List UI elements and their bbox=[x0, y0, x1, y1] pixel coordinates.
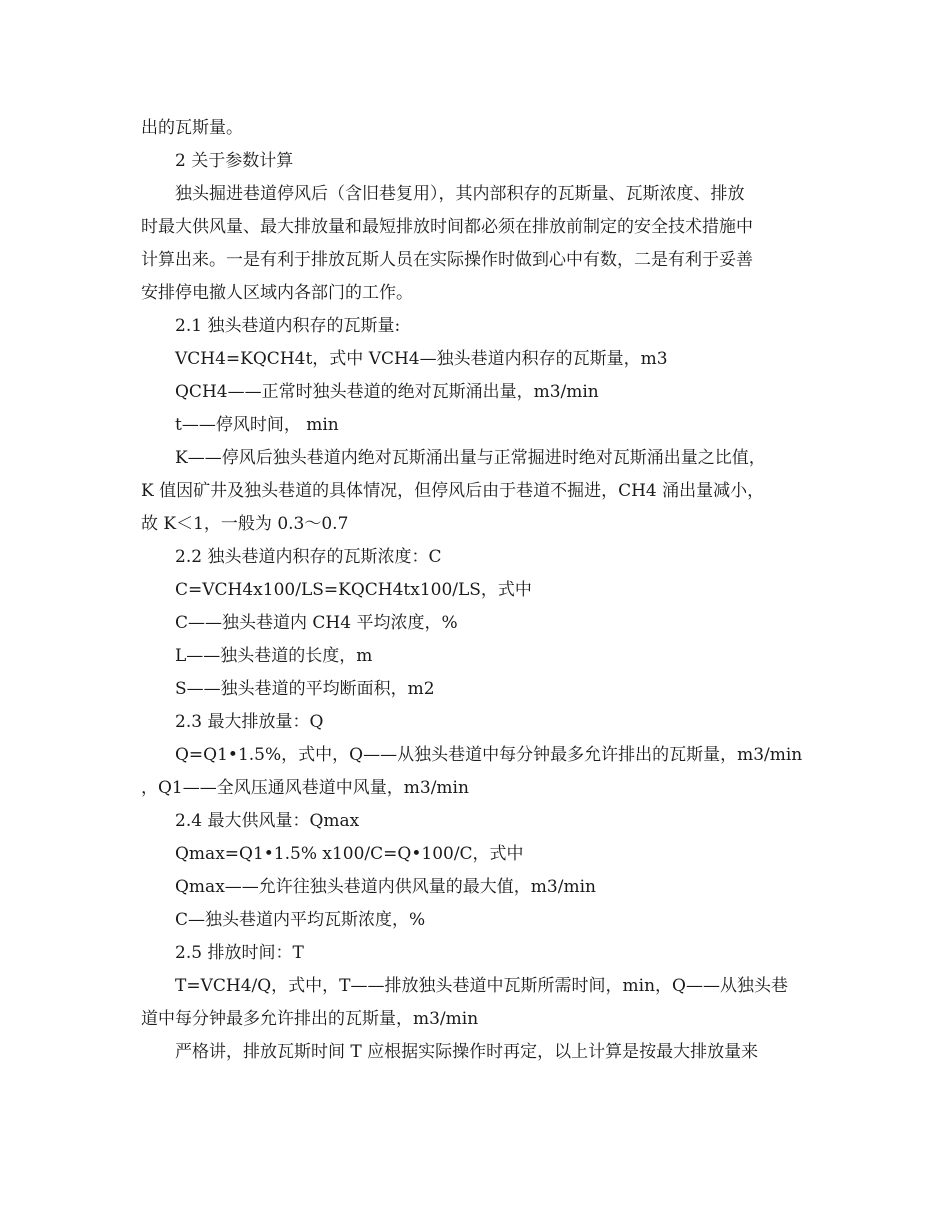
body-text-line: 故 K＜1，一般为 0.3～0.7 bbox=[141, 514, 349, 534]
definition-line: S——独头巷道的平均断面积，m2 bbox=[175, 679, 435, 699]
formula-line: T=VCH4/Q，式中，T——排放独头巷道中瓦斯所需时间，min，Q——从独头巷 bbox=[175, 976, 788, 996]
subsection-heading: 2.5 排放时间：T bbox=[175, 943, 304, 963]
definition-line: K——停风后独头巷道内绝对瓦斯涌出量与正常掘进时绝对瓦斯涌出量之比值， bbox=[175, 448, 766, 468]
body-text-line: K 值因矿井及独头巷道的具体情况，但停风后由于巷道不掘进，CH4 涌出量减小， bbox=[141, 481, 765, 501]
formula-line: VCH4=KQCH4t，式中 VCH4—独头巷道内积存的瓦斯量，m3 bbox=[175, 349, 668, 369]
definition-line: t——停风时间， min bbox=[175, 415, 339, 435]
subsection-heading: 2.3 最大排放量：Q bbox=[175, 712, 324, 732]
body-text-line: 道中每分钟最多允许排出的瓦斯量，m3/min bbox=[141, 1009, 479, 1029]
definition-line: C——独头巷道内 CH4 平均浓度，% bbox=[175, 613, 458, 633]
formula-line: C=VCH4x100/LS=KQCH4tx100/LS，式中 bbox=[175, 580, 532, 600]
section-heading: 2 关于参数计算 bbox=[175, 151, 294, 171]
formula-line: Qmax=Q1•1.5% x100/C=Q•100/C，式中 bbox=[175, 844, 524, 864]
definition-line: L——独头巷道的长度，m bbox=[175, 646, 373, 666]
definition-line: QCH4——正常时独头巷道的绝对瓦斯涌出量，m3/min bbox=[175, 382, 599, 402]
body-text-line: 出的瓦斯量。 bbox=[141, 118, 243, 138]
body-text-line: 计算出来。一是有利于排放瓦斯人员在实际操作时做到心中有数，二是有利于妥善 bbox=[141, 250, 753, 270]
subsection-heading: 2.2 独头巷道内积存的瓦斯浓度：C bbox=[175, 547, 442, 567]
definition-line: Qmax——允许往独头巷道内供风量的最大值，m3/min bbox=[175, 877, 596, 897]
subsection-heading: 2.4 最大供风量：Qmax bbox=[175, 811, 360, 831]
formula-line: Q=Q1•1.5%，式中，Q——从独头巷道中每分钟最多允许排出的瓦斯量，m3/min bbox=[175, 745, 803, 765]
definition-line: ，Q1——全风压通风巷道中风量，m3/min bbox=[141, 778, 469, 798]
definition-line: C—独头巷道内平均瓦斯浓度，% bbox=[175, 910, 426, 930]
subsection-heading: 2.1 独头巷道内积存的瓦斯量: bbox=[175, 316, 401, 336]
body-text-line: 时最大供风量、最大排放量和最短排放时间都必须在排放前制定的安全技术措施中 bbox=[141, 217, 753, 237]
body-text-line: 独头掘进巷道停风后（含旧巷复用），其内部积存的瓦斯量、瓦斯浓度、排放 bbox=[175, 184, 745, 204]
body-text-line: 严格讲，排放瓦斯时间 T 应根据实际操作时再定，以上计算是按最大排放量来 bbox=[175, 1042, 759, 1062]
body-text-line: 安排停电撤人区域内各部门的工作。 bbox=[141, 283, 413, 303]
